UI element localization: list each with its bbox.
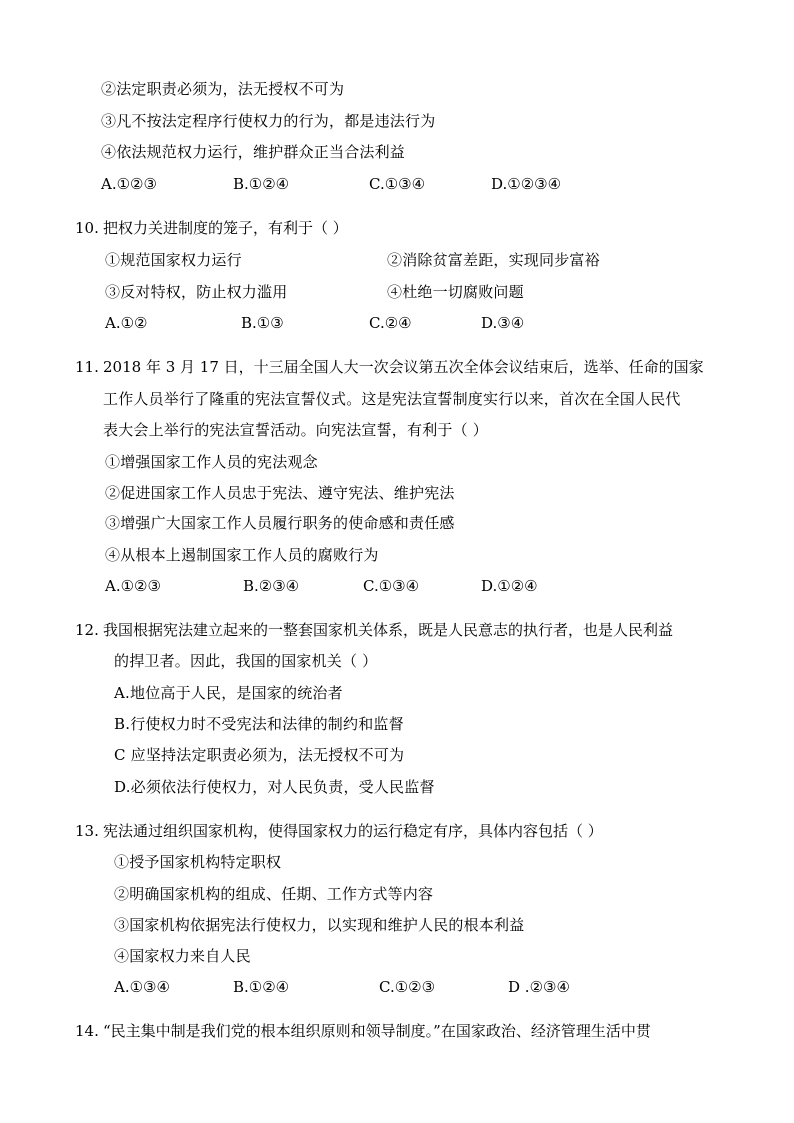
q9-option-a: A.①②③ [101, 175, 157, 193]
q11-item-4: ④从根本上遏制国家工作人员的腐败行为 [105, 546, 379, 564]
q10-option-b: B.①③ [241, 314, 284, 332]
q11-stem-text-1: 2018 年 3 月 17 日，十三届全国人大一次会议第五次全体会议结束后，选举、任命的国家 [103, 358, 704, 376]
q11-stem-line-3: 表大会上举行的宪法宣誓活动。向宪法宣誓，有利于（ ） [103, 421, 488, 439]
q12-stem-line-1 [75, 623, 673, 638]
q13-option-b: B.①②④ [233, 978, 290, 996]
q10-option-c: C.②④ [369, 314, 412, 332]
q11-stem-line-2: 工作人员举行了隆重的宪法宣誓仪式。这是宪法宣誓制度实行以来，首次在全国人民代 [103, 390, 681, 408]
q12-stem-line-2: 的捍卫者。因此，我国的国家机关（ ） [114, 652, 378, 670]
q12-option-d: D.必须依法行使权力，对人民负责，受人民监督 [114, 778, 435, 796]
q12-option-a: A.地位高于人民，是国家的统治者 [114, 684, 343, 702]
q10-number: 10. [75, 219, 99, 237]
q13-item-2: ②明确国家机构的组成、任期、工作方式等内容 [114, 885, 434, 903]
q13-item-3: ③国家机构依据宪法行使权力，以实现和维护人民的根本利益 [114, 916, 525, 934]
q14-stem [75, 1024, 651, 1039]
q13-item-1: ①授予国家机构特定职权 [114, 853, 282, 871]
q14-number: 14. [75, 1022, 99, 1040]
q10-item-2: ②消除贫富差距，实现同步富裕 [387, 251, 600, 269]
q11-option-d: D.①②④ [481, 577, 538, 595]
q13-stem-text: 宪法通过组织国家机构，使得国家权力的运行稳定有序，具体内容包括（ ） [103, 822, 603, 840]
q14-stem-text: “民主集中制是我们党的根本组织原则和领导制度。”在国家政治、经济管理生活中贯 [103, 1022, 651, 1040]
q9-option-c: C.①③④ [369, 175, 426, 193]
q12-stem-text-1: 我国根据宪法建立起来的一整套国家机关体系，既是人民意志的执行者，也是人民利益 [103, 621, 674, 639]
q9-item-3: ③凡不按法定程序行使权力的行为，都是违法行为 [101, 112, 436, 130]
q10-stem [75, 221, 348, 236]
q13-item-4: ④国家权力来自人民 [114, 947, 251, 965]
q13-option-a: A.①③④ [114, 978, 170, 996]
q11-item-3: ③增强广大国家工作人员履行职务的使命感和责任感 [105, 514, 455, 532]
q11-option-c: C.①③④ [363, 577, 420, 595]
q11-option-a: A.①②③ [105, 577, 161, 595]
q13-number: 13. [75, 822, 99, 840]
q10-item-4: ④杜绝一切腐败问题 [387, 283, 524, 301]
q11-number: 11. [75, 358, 99, 376]
q10-option-d: D.③④ [481, 314, 525, 332]
q9-item-2: ②法定职责必须为，法无授权不可为 [101, 80, 345, 98]
q9-item-4: ④依法规范权力运行，维护群众正当合法利益 [101, 143, 406, 161]
q10-item-3: ③反对特权，防止权力滥用 [105, 283, 288, 301]
q11-item-1: ①增强国家工作人员的宪法观念 [105, 453, 318, 471]
q9-option-b: B.①②④ [233, 175, 290, 193]
q9-option-d: D.①②③④ [491, 175, 562, 193]
q10-option-a: A.①② [105, 314, 148, 332]
q13-option-c: C.①②③ [379, 978, 436, 996]
q12-option-b: B.行使权力时不受宪法和法律的制约和监督 [114, 715, 404, 733]
q13-stem [75, 824, 603, 839]
q13-option-d: D .②③④ [508, 978, 570, 996]
q11-stem-line-1 [75, 360, 704, 375]
q11-item-2: ②促进国家工作人员忠于宪法、遵守宪法、维护宪法 [105, 484, 455, 502]
q10-item-1: ①规范国家权力运行 [105, 251, 242, 269]
q12-option-c: C 应坚持法定职责必须为，法无授权不可为 [114, 746, 405, 764]
q11-option-b: B.②③④ [243, 577, 300, 595]
q10-stem-text: 把权力关进制度的笼子，有利于（ ） [103, 219, 348, 237]
q12-number: 12. [75, 621, 99, 639]
